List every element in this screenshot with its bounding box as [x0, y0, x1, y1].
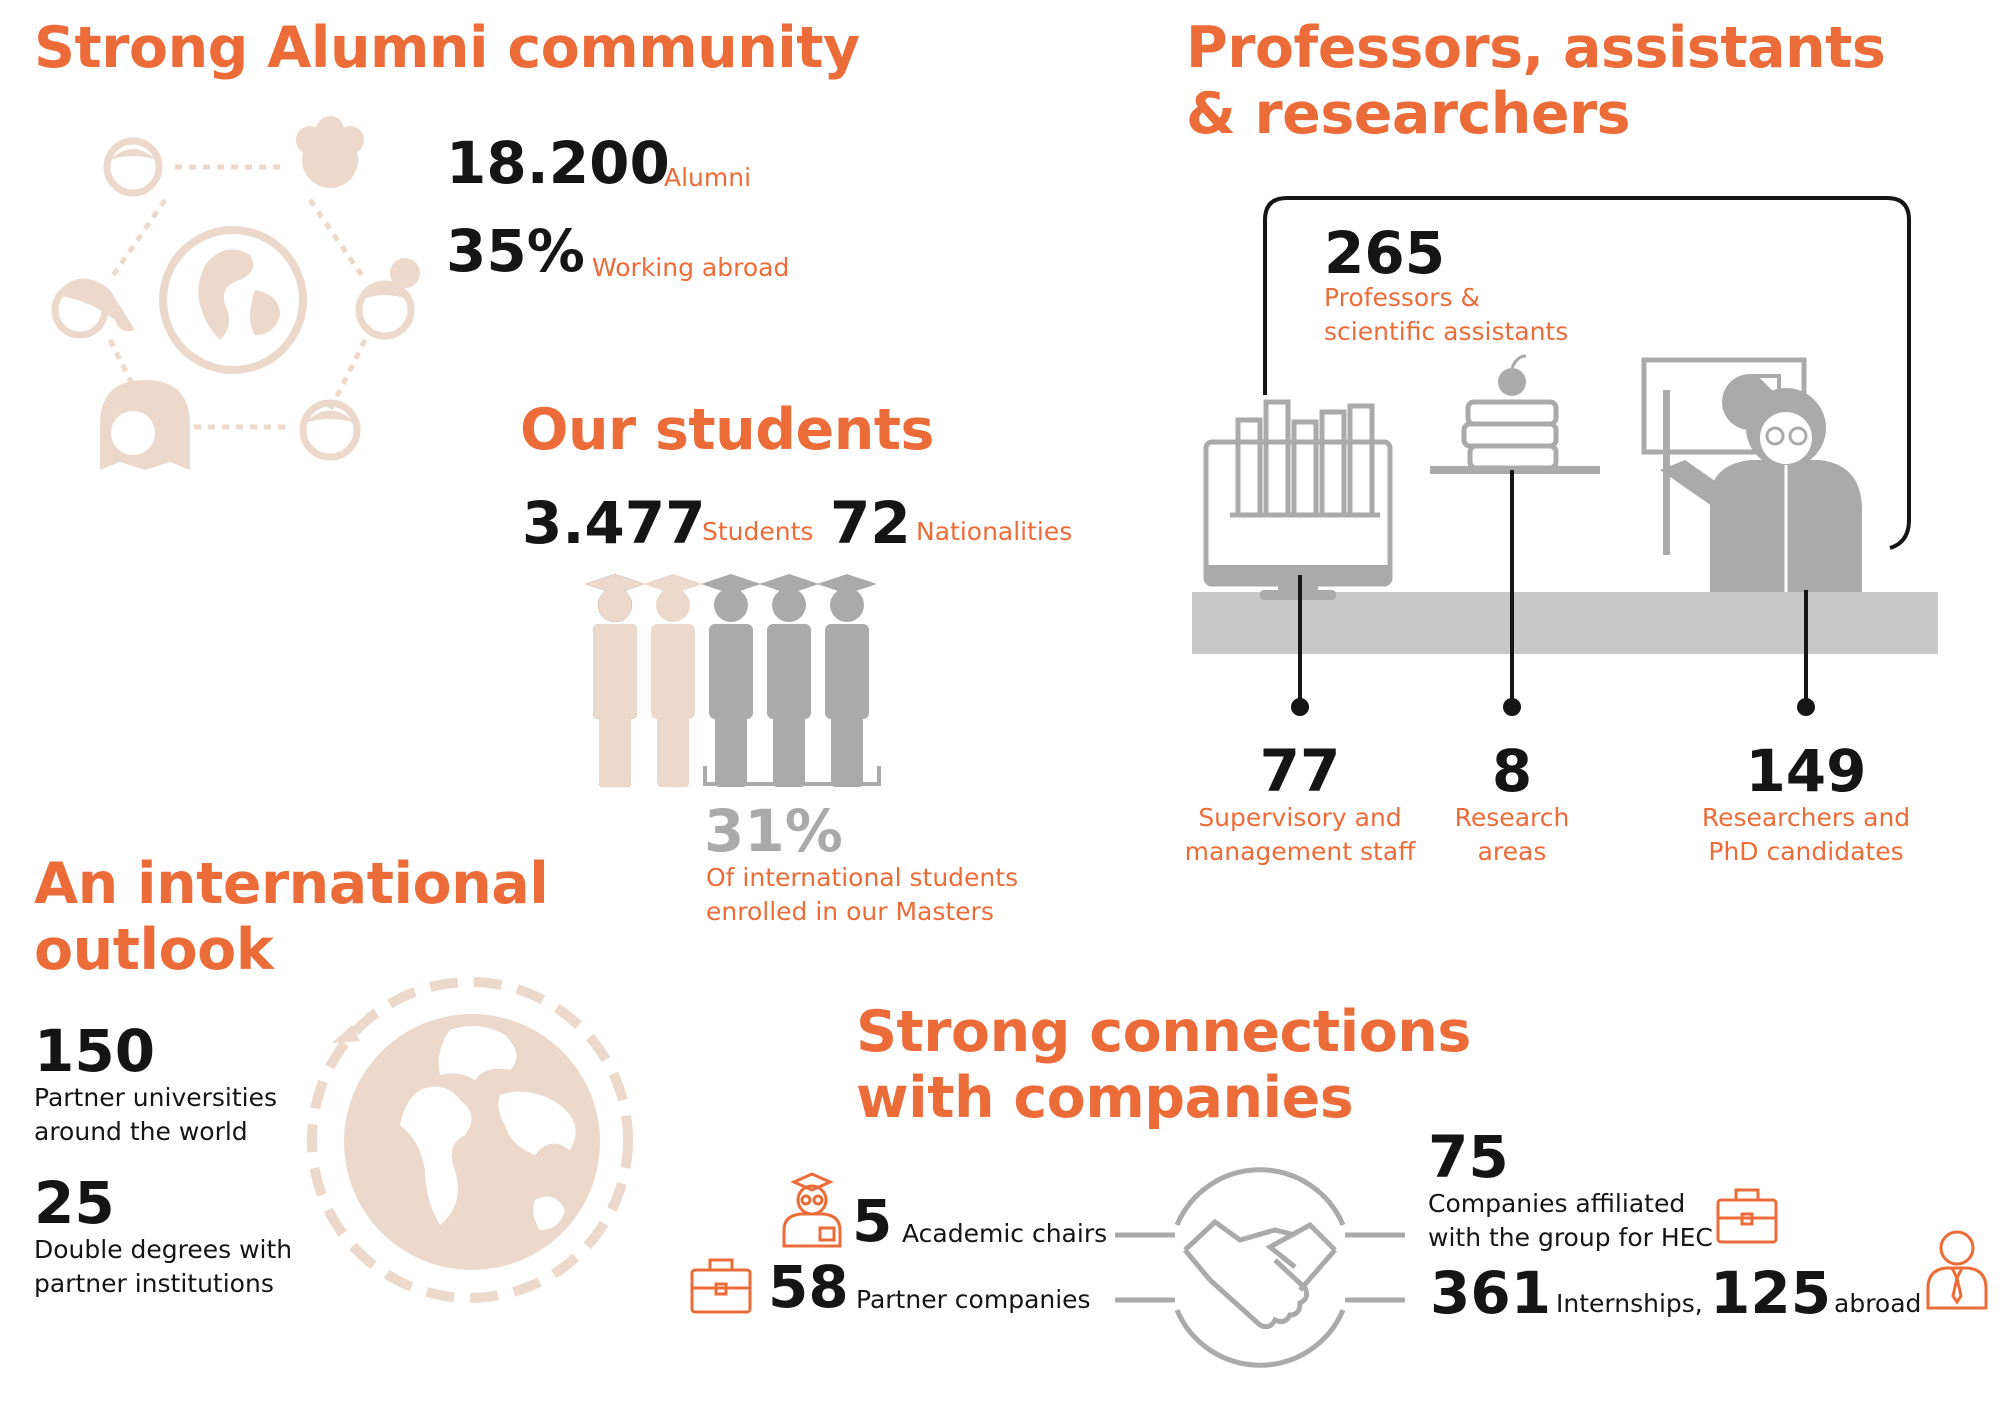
- academic-chairs-count: 5: [852, 1187, 893, 1255]
- professors-count: 265: [1324, 219, 1446, 287]
- internships-label: Internships,: [1556, 1289, 1703, 1318]
- researchers-label-1: Researchers and: [1701, 803, 1911, 832]
- intl-students-label-2: enrolled in our Masters: [706, 897, 994, 926]
- graduates-icon: [585, 572, 875, 792]
- staff-title-line1: Professors, assistants: [1186, 15, 1886, 81]
- alumni-count-label: Alumni: [664, 163, 752, 192]
- alumni-title: Strong Alumni community: [34, 15, 860, 81]
- alumni-network-globe-icon: [40, 105, 420, 475]
- partner-universities-label-1: Partner universities: [34, 1083, 278, 1112]
- research-areas-count: 8: [1491, 737, 1533, 805]
- alumni-abroad-label: Working abroad: [592, 253, 790, 282]
- affiliated-companies-count: 75: [1428, 1123, 1509, 1191]
- staff-illustration: [1190, 190, 1940, 720]
- nationalities-label: Nationalities: [916, 517, 1073, 546]
- computer-chart-icon: [1206, 402, 1390, 600]
- handshake-icon: [1115, 1165, 1405, 1365]
- researchers-label-2: PhD candidates: [1708, 837, 1904, 866]
- companies-title-line1: Strong connections: [856, 999, 1471, 1065]
- partner-universities-label-2: around the world: [34, 1117, 248, 1146]
- alumni-abroad-pct: 35%: [446, 217, 585, 285]
- research-areas-label-2: areas: [1477, 837, 1547, 866]
- briefcase-icon: [1716, 1188, 1778, 1244]
- books-apple-icon: [1430, 356, 1600, 470]
- international-title-line2: outlook: [34, 917, 274, 983]
- businessman-icon: [1926, 1230, 1988, 1310]
- professor-icon: [780, 1172, 844, 1248]
- internships-abroad-label: abroad: [1834, 1289, 1922, 1318]
- affiliated-companies-label-1: Companies affiliated: [1428, 1189, 1686, 1218]
- intl-students-pct: 31%: [704, 797, 843, 865]
- international-bracket: [703, 766, 883, 790]
- internships-abroad-count: 125: [1710, 1259, 1832, 1327]
- internships-count: 361: [1430, 1259, 1552, 1327]
- staff-title-line2: & researchers: [1186, 81, 1631, 147]
- supervisory-label-2: management staff: [1184, 837, 1416, 866]
- professors-label-1: Professors &: [1324, 283, 1480, 312]
- double-degrees-label-2: partner institutions: [34, 1269, 274, 1298]
- nationalities-count: 72: [830, 489, 911, 557]
- affiliated-companies-label-2: with the group for HEC: [1428, 1223, 1713, 1252]
- research-areas-label-1: Research: [1454, 803, 1570, 832]
- supervisory-label-1: Supervisory and: [1198, 803, 1402, 832]
- supervisory-count: 77: [1259, 737, 1341, 805]
- academic-chairs-label: Academic chairs: [902, 1219, 1108, 1248]
- partner-companies-label: Partner companies: [856, 1285, 1091, 1314]
- globe-icon: [300, 970, 640, 1310]
- students-count: 3.477: [522, 489, 706, 557]
- researchers-count: 149: [1745, 737, 1867, 805]
- partner-universities-count: 150: [34, 1017, 156, 1085]
- briefcase-icon: [690, 1258, 752, 1314]
- alumni-count: 18.200: [446, 129, 670, 197]
- international-title-line1: An international: [34, 851, 549, 917]
- teacher-board-icon: [1644, 360, 1862, 592]
- students-title: Our students: [520, 397, 934, 463]
- partner-companies-count: 58: [768, 1253, 849, 1321]
- students-count-label: Students: [702, 517, 814, 546]
- companies-title-line2: with companies: [856, 1065, 1354, 1131]
- intl-students-label-1: Of international students: [706, 863, 1019, 892]
- double-degrees-count: 25: [34, 1169, 115, 1237]
- professors-label-2: scientific assistants: [1324, 317, 1569, 346]
- double-degrees-label-1: Double degrees with: [34, 1235, 293, 1264]
